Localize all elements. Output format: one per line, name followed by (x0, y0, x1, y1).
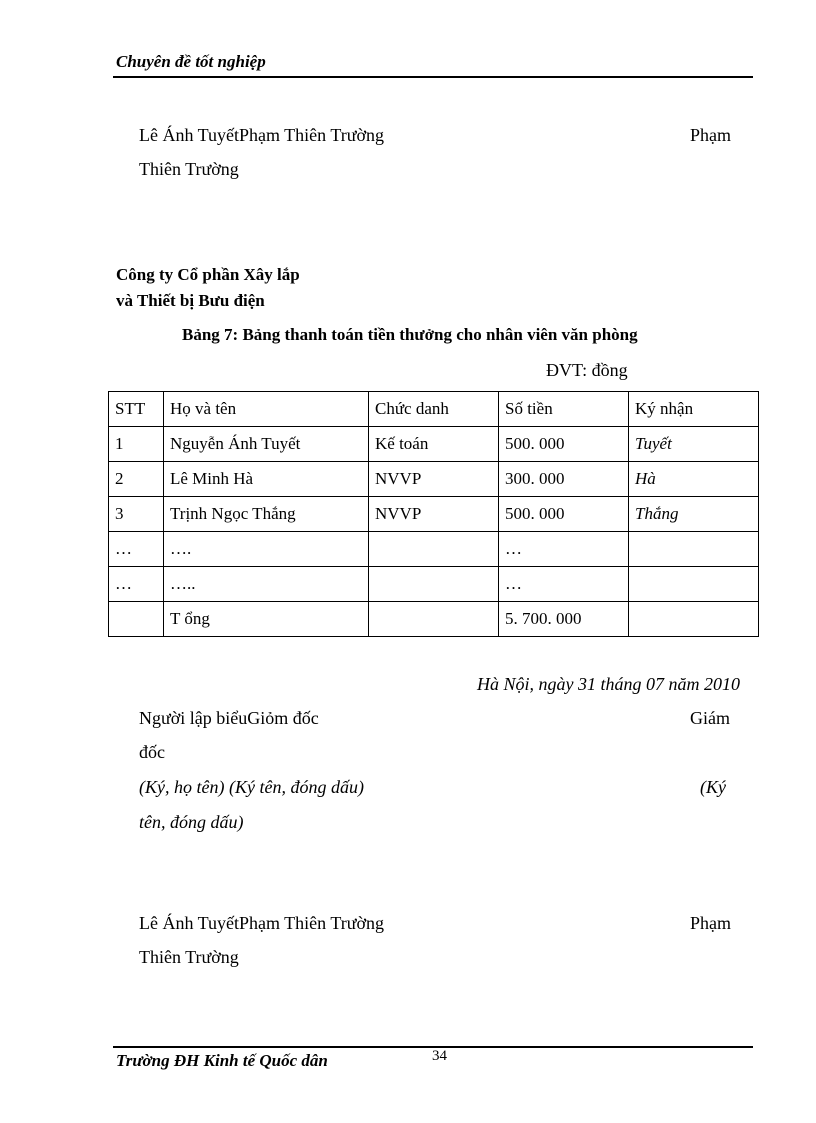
cell-stt: … (109, 532, 164, 567)
table-row (109, 497, 759, 532)
table-header-row (109, 392, 759, 427)
table-unit: ĐVT: đồng (546, 360, 628, 380)
roles-right: Giám (690, 708, 730, 728)
cell-position (369, 532, 499, 567)
cell-signature: Thắng (629, 497, 759, 532)
signer-names-right: Phạm (690, 913, 732, 933)
cell-name: ….. (164, 567, 369, 602)
cell-position (369, 602, 499, 637)
header-cell-position: Chức danh (369, 392, 499, 427)
document-date: Hà Nội, ngày 31 tháng 07 năm 2010 (477, 674, 740, 694)
cell-signature: Tuyết (629, 427, 759, 462)
cell-stt (109, 602, 164, 637)
signer-names-wrap: Thiên Trường (139, 947, 239, 967)
cell-position: Kế toán (369, 427, 499, 462)
cell-total-amount: 5. 700. 000 (499, 602, 629, 637)
cell-stt: 3 (109, 497, 164, 532)
cell-signature (629, 602, 759, 637)
sign-notes-line: (Ký, họ tên) (Ký tên, đóng dấu) (139, 777, 364, 797)
cell-name: …. (164, 532, 369, 567)
cell-signature: Hà (629, 462, 759, 497)
cell-position (369, 567, 499, 602)
cell-stt: 2 (109, 462, 164, 497)
company-line-2: và Thiết bị Bưu điện (116, 291, 265, 310)
header-cell-stt: STT (109, 392, 164, 427)
cell-signature (629, 567, 759, 602)
header-cell-name: Họ và tên (164, 392, 369, 427)
table-row (109, 532, 759, 567)
sign-notes-right: (Ký (700, 777, 726, 797)
page-number: 34 (432, 1048, 447, 1064)
table-row (109, 462, 759, 497)
cell-signature (629, 532, 759, 567)
cell-name: Nguyễn Ánh Tuyết (164, 427, 369, 462)
header-cell-amount: Số tiền (499, 392, 629, 427)
header-divider (113, 76, 753, 78)
cell-amount: 300. 000 (499, 462, 629, 497)
top-names-wrap: Thiên Trường (139, 159, 239, 179)
cell-position: NVVP (369, 462, 499, 497)
payment-table (108, 391, 759, 637)
cell-name: Lê Minh Hà (164, 462, 369, 497)
cell-stt: … (109, 567, 164, 602)
signer-names-line: Lê Ánh TuyếtPhạm Thiên Trường (139, 913, 384, 933)
cell-stt: 1 (109, 427, 164, 462)
cell-position: NVVP (369, 497, 499, 532)
cell-name: Trịnh Ngọc Thắng (164, 497, 369, 532)
cell-amount: 500. 000 (499, 427, 629, 462)
cell-amount: 500. 000 (499, 497, 629, 532)
company-line-1: Công ty Cổ phần Xây lắp (116, 265, 300, 284)
table-total-row (109, 602, 759, 637)
table-row (109, 427, 759, 462)
cell-total-label: T ổng (164, 602, 369, 637)
sign-notes-wrap: tên, đóng dấu) (139, 812, 244, 832)
footer-school: Trường ĐH Kinh tế Quốc dân (116, 1051, 328, 1070)
roles-wrap: đốc (139, 742, 165, 762)
table-title: Bảng 7: Bảng thanh toán tiền thưởng cho nhân viên văn phòng (182, 325, 638, 344)
roles-line: Người lập biểuGiỏm đốc (139, 708, 319, 728)
top-names-right: Phạm (690, 125, 732, 145)
table-row (109, 567, 759, 602)
company-name (116, 262, 300, 314)
header-title: Chuyên đề tốt nghiệp (116, 52, 266, 71)
top-names-line: Lê Ánh TuyếtPhạm Thiên Trường (139, 125, 384, 145)
cell-amount: … (499, 567, 629, 602)
header-cell-signature: Ký nhận (629, 392, 759, 427)
cell-amount: … (499, 532, 629, 567)
